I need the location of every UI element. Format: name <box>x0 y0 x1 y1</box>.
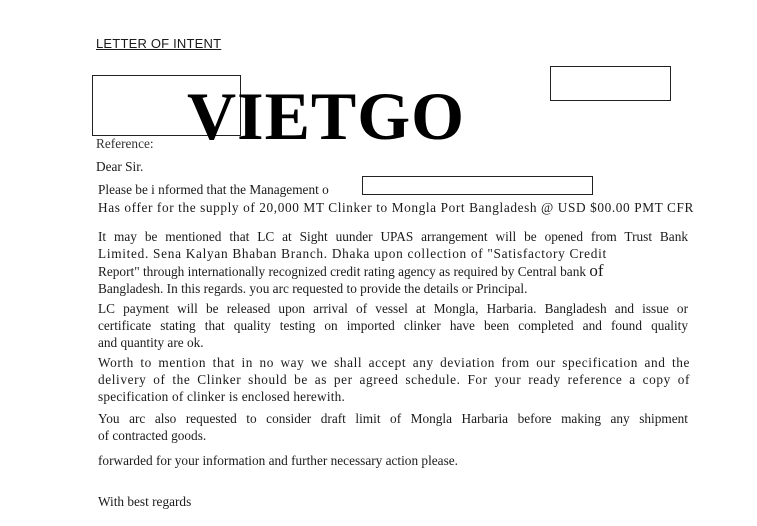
paragraph-lc-opening <box>98 228 688 297</box>
text-line: You arc also requested to consider draft limit of Mongla Harbaria before making any shipment <box>98 411 688 426</box>
text-line: Bangladesh. In this regards. you arc requested to provide the details or Principal. <box>98 281 528 296</box>
intro-line-2: Has offer for the supply of 20,000 MT Clinker to Mongla Port Bangladesh @ USD $00.00 PMT CFR <box>98 200 694 215</box>
text-line: delivery of the Clinker should be as per agreed schedule. For your ready reference a copy of <box>98 372 690 387</box>
text-line: of <box>589 261 604 280</box>
text-line: certificate stating that quality testing on imported clinker have been completed and found quality <box>98 318 688 333</box>
text-line: It may be mentioned that LC at Sight uunder UPAS arrangement will be opened from Trust Bank <box>98 229 688 244</box>
letter-heading: LETTER OF INTENT <box>96 36 222 51</box>
text-line: Worth to mention that in no way we shall accept any deviation from our specification and the <box>98 355 690 370</box>
redaction-box-right <box>550 66 671 101</box>
salutation: Dear Sir. <box>96 159 144 174</box>
watermark-logo: VIETGO <box>187 78 466 154</box>
text-line: of contracted goods. <box>98 428 207 443</box>
text-line: specification of clinker is enclosed herewith. <box>98 389 345 404</box>
forwarding-line: forwarded for your information and further necessary action please. <box>98 453 458 468</box>
text-line-wrap <box>98 262 688 280</box>
closing-regards: With best regards <box>98 494 192 509</box>
text-line: and quantity are ok. <box>98 335 204 350</box>
text-line: Report" through internationally recognized credit rating agency as required by Central bank <box>98 264 587 279</box>
paragraph-draft-limit <box>98 410 688 444</box>
paragraph-specification <box>98 354 690 405</box>
text-line: LC payment will be released upon arrival of vessel at Mongla, Harbaria. Bangladesh and issue or <box>98 301 688 316</box>
paragraph-lc-payment <box>98 300 688 351</box>
text-line: Limited. Sena Kalyan Bhaban Branch. Dhaka upon collection of "Satisfactory Credit <box>98 246 607 261</box>
redaction-box-company <box>362 176 593 195</box>
reference-label: Reference: <box>96 136 154 151</box>
intro-line-1: Please be i nformed that the Management o <box>98 182 329 197</box>
